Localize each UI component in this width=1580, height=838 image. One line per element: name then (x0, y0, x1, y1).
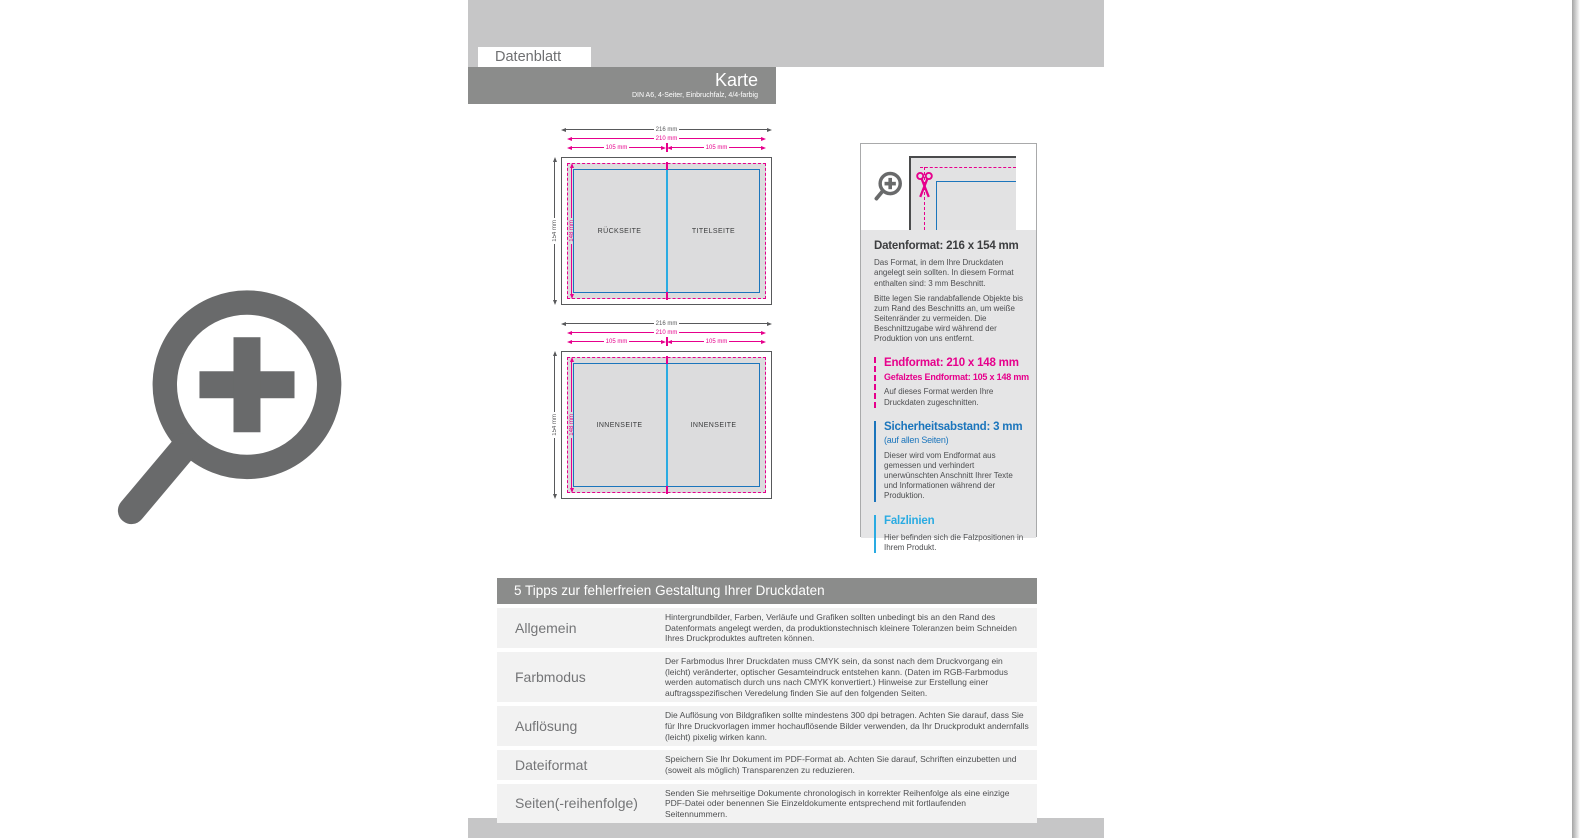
table-row (497, 608, 1037, 648)
panel-label-inside-left: INNENSEITE (596, 421, 643, 429)
dim-width-half-left: 105 mm (567, 338, 666, 345)
table-row (497, 652, 1037, 703)
tips-header: 5 Tipps zur fehlerfreien Gestaltung Ihrer Druckdaten (497, 578, 1037, 604)
zoom-in-icon (872, 171, 904, 203)
table-row (497, 706, 1037, 746)
row-label: Seiten(-reihenfolge) (515, 795, 638, 812)
diagram-outer-pages (551, 126, 779, 314)
dim-height-total: 154 mm (551, 157, 558, 305)
table-row (497, 784, 1037, 824)
legend-paragraph: Das Format, in dem Ihre Druckdaten angelegt sein sollten. In diesem Format enthalten sind: 3 mm Beschnitt. (874, 258, 1014, 288)
fold-mark-bottom (666, 292, 669, 300)
legend-section-sicherheitsabstand (874, 421, 1025, 502)
tips-table (497, 578, 1037, 823)
panel-label-back: RÜCKSEITE (597, 227, 642, 235)
legend-section-endformat (874, 357, 1029, 407)
row-text: Speichern Sie Ihr Dokument im PDF-Format ab. Achten Sie darauf, Schriften einzubetten und (soweit als möglich) Transparenzen zu reduzieren. (665, 754, 1017, 775)
legend-text (861, 230, 1036, 552)
panel-label-inside-right: INNENSEITE (690, 421, 737, 429)
row-text: Hintergrundbilder, Farben, Verläufe und Grafiken sollten unbedingt bis an den Rand des Datenformats angelegt werden, da produktionstechnisch kleinere Toleranzen beim Schneiden Ihres Druckproduktes auftreten können. (665, 612, 1017, 644)
legend-heading: Endformat: 210 x 148 mm (884, 357, 1019, 370)
dim-height-total: 154 mm (551, 351, 558, 499)
table-row (497, 750, 1037, 779)
corner-detail (909, 156, 1016, 230)
row-label: Dateiformat (515, 756, 588, 773)
dim-width-total: 216 mm (561, 320, 772, 327)
cut-corner-preview (861, 144, 1036, 230)
panel-label-front: TITELSEITE (691, 227, 736, 235)
page-subtitle: DIN A6, 4-Seiter, Einbruchfalz, 4/4-farbig (631, 92, 758, 99)
row-text: Senden Sie mehrseitige Dokumente chronologisch in korrekter Reihenfolge als eine einzige PDF-Datei oder benennen Sie Einzeldokumente entsprechend mit fortlaufenden Seitennummern. (665, 787, 1010, 819)
scissors-icon (915, 171, 934, 200)
page-edge-shadow (1572, 0, 1580, 838)
dim-height-end: 148 mm (568, 357, 575, 493)
legend-paragraph: Bitte legen Sie randabfallende Objekte bis zum Rand des Beschnitts an, um weiße Seitenränder zu vermeiden. Die Beschnittzugabe wird während der Produktion von uns entfernt. (874, 293, 1023, 344)
legend-subheading: Gefalztes Endformat: 105 x 148 mm (884, 371, 1029, 382)
row-label: Allgemein (515, 619, 577, 636)
legend-paragraph: Auf dieses Format werden Ihre Druckdaten zugeschnitten. (884, 387, 994, 407)
fold-center-mark (666, 337, 668, 346)
datasheet-page (468, 0, 1104, 838)
legend-section-falzlinien (874, 515, 1025, 554)
dim-width-half-right: 105 mm (667, 338, 766, 345)
dim-width-end: 210 mm (567, 329, 766, 336)
format-legend-box (860, 143, 1037, 552)
row-text: Die Auflösung von Bildgrafiken sollte mindestens 300 dpi betragen. Achten Sie darauf, dass Sie für Ihre Druckvorlagen immer hochauflösende Bilder verwenden, da Ihr Druckprodukt andernfalls (leicht) pixelig wirken kann. (665, 710, 1029, 742)
product-title-band (468, 67, 776, 104)
dim-width-end: 210 mm (567, 135, 766, 142)
fold-mark-bottom (666, 486, 669, 494)
legend-heading: Datenformat: 216 x 154 mm (874, 240, 1019, 252)
fold-center-mark (666, 143, 668, 152)
legend-section-datenformat (874, 240, 1025, 344)
legend-paragraph: Hier befinden sich die Falzpositionen in Ihrem Produkt. (884, 532, 1024, 552)
zoom-in-icon (100, 282, 358, 544)
legend-subheading: (auf allen Seiten) (884, 435, 949, 446)
dim-width-half-right: 105 mm (667, 144, 766, 151)
dim-height-end: 148 mm (568, 163, 575, 299)
page-title: Karte (714, 70, 758, 90)
diagram-inner-pages (551, 320, 779, 508)
dim-width-half-left: 105 mm (567, 144, 666, 151)
row-text: Der Farbmodus Ihrer Druckdaten muss CMYK sein, da sonst nach dem Druckvorgang ein (leicht) veränderter, optischer Gesamteindruck entstehen kann. (Daten im RGB-Farbmodus werden automatisch durch uns nach CMYK konvertiert.) Hinweise zur Erstellung einer auftragsspezifischen Veredelung finden Sie auf den folgenden Seiten. (665, 655, 1008, 698)
row-label: Auflösung (515, 718, 578, 735)
safety-line (936, 181, 1016, 182)
legend-heading: Falzlinien (884, 514, 935, 527)
legend-paragraph: Dieser wird vom Endformat aus gemessen und verhindert unerwünschten Anschnitt Ihrer Texte und Informationen während der Produktion. (884, 450, 1013, 501)
legend-heading: Sicherheitsabstand: 3 mm (884, 420, 1023, 433)
endformat-cut-line (920, 167, 1016, 168)
safety-line (936, 181, 937, 230)
dim-width-total: 216 mm (561, 126, 772, 133)
row-label: Farbmodus (515, 669, 586, 686)
datenblatt-tab: Datenblatt (478, 47, 591, 67)
